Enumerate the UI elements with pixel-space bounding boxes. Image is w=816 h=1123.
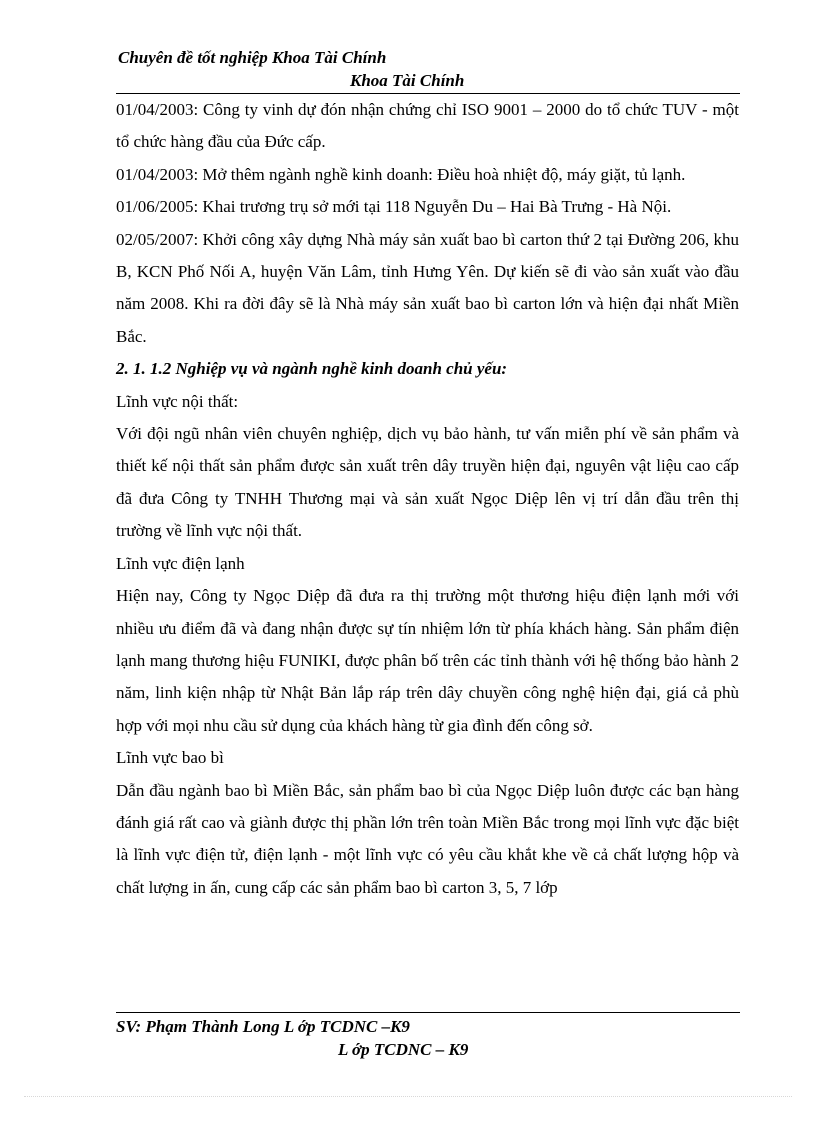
paragraph-new-factory: 02/05/2007: Khởi công xây dựng Nhà máy sản xuất bao bì carton thứ 2 tại Đường 206, khu B, KCN Phố Nối A, huyện Văn Lâm, tỉnh Hưng Yên. Dự kiến sẽ đi vào sản xuất vào đầu năm 2008. Khi ra đời đây sẽ là Nhà máy sản xuất bao bì carton lớn và hiện đại nhất Miền Bắc. [116, 229, 739, 346]
paragraph-new-headquarters: 01/06/2005: Khai trương trụ sở mới tại 118 Nguyễn Du – Hai Bà Trưng - Hà Nội. [116, 197, 672, 217]
paragraph-interior: Với đội ngũ nhân viên chuyên nghiệp, dịch vụ bảo hành, tư vấn miễn phí về sản phẩm và thiết kế nội thất sản phẩm được sản xuất trên dây truyền hiện đại, nguyên vật liệu cao cấp đã đưa Công ty TNHH Thương mại và sản xuất Ngọc Diệp lên vị trí dẫn đầu trên thị trường về lĩnh vực nội thất. [116, 424, 739, 541]
header-title: Chuyên đề tốt nghiệp Khoa Tài Chính [118, 48, 387, 67]
paragraph-new-business-lines: 01/04/2003: Mở thêm ngành nghề kinh doanh: Điều hoà nhiệt độ, máy giặt, tủ lạnh. [116, 164, 686, 184]
subheading-interior: Lĩnh vực nội thất: [116, 391, 239, 411]
subheading-packaging: Lĩnh vực bao bì [116, 748, 224, 768]
footer-class: L ớp TCDNC – K9 [338, 1040, 469, 1059]
paragraph-packaging: Dẫn đầu ngành bao bì Miền Bắc, sản phẩm bao bì của Ngọc Diệp luôn được các bạn hàng đánh giá rất cao và giành được thị phần lớn trên toàn Miền Bắc trong mọi lĩnh vực đặc biệt là lĩnh vực điện tử, điện lạnh - một lĩnh vực có yêu cầu khắt khe về cả chất lượng hộp và chất lượng in ấn, cung cấp các sản phẩm bao bì carton 3, 5, 7 lớp [116, 780, 739, 897]
subheading-refrigeration: Lĩnh vực điện lạnh [116, 553, 245, 573]
footer-rule [116, 1012, 740, 1013]
page-edge-divider [24, 1096, 792, 1097]
section-heading: 2. 1. 1.2 Nghiệp vụ và ngành nghề kinh doanh chủ yếu: [116, 359, 508, 379]
header-subtitle: Khoa Tài Chính [350, 71, 465, 90]
paragraph-iso-certificate: 01/04/2003: Công ty vinh dự đón nhận chứng chỉ ISO 9001 – 2000 do tổ chức TUV - một tổ chức hàng đầu của Đức cấp. [116, 100, 739, 152]
paragraph-refrigeration: Hiện nay, Công ty Ngọc Diệp đã đưa ra thị trường một thương hiệu điện lạnh mới với nhiều ưu điểm đã và đang nhận được sự tín nhiệm lớn từ phía khách hàng. Sản phẩm điện lạnh mang thương hiệu FUNIKI, được phân bố trên các tỉnh thành với hệ thống bảo hành 2 năm, linh kiện nhập từ Nhật Bản lắp ráp trên dây chuyền công nghệ hiện đại, giá cả phù hợp với mọi nhu cầu sử dụng của khách hàng từ gia đình đến công sở. [116, 586, 739, 735]
document-body [116, 94, 739, 904]
footer-student: SV: Phạm Thành Long L ớp TCDNC –K9 [116, 1017, 410, 1036]
